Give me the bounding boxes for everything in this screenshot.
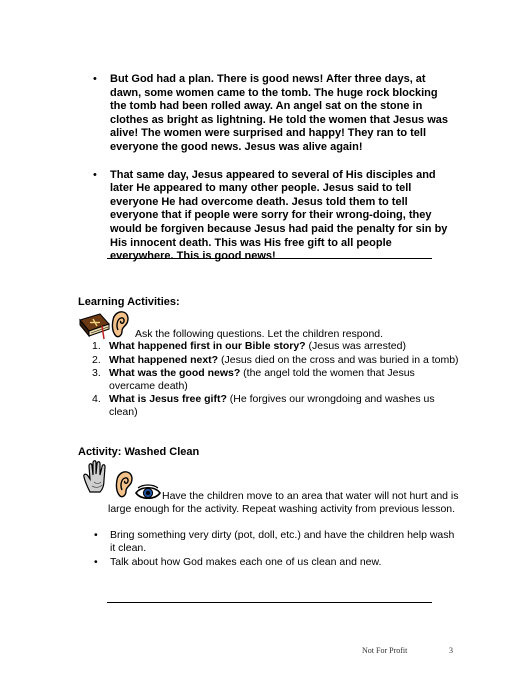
question-text: What was the good news? xyxy=(109,367,241,380)
activity-bullet-text: Talk about how God makes each one of us clean and new. xyxy=(110,556,382,569)
answer-text: (Jesus died on the cross and was buried in a tomb) xyxy=(218,353,459,366)
divider-line xyxy=(107,602,432,603)
question-number: 1. xyxy=(92,340,101,352)
ear-icon xyxy=(110,310,130,340)
question-text: What happened next? xyxy=(109,353,219,366)
question-item xyxy=(92,367,462,392)
learning-intro: Ask the following questions. Let the children respond. xyxy=(135,328,384,340)
answer-text: (He forgives our wrongdoing and washes us clean) xyxy=(109,393,435,418)
page-number: 3 xyxy=(449,646,453,655)
activity-bullet-list xyxy=(94,529,459,571)
question-item xyxy=(92,340,462,353)
story-bullet xyxy=(93,169,455,264)
hand-icon xyxy=(82,460,112,494)
answer-text: (Jesus was arrested) xyxy=(305,340,406,352)
question-list xyxy=(92,340,462,420)
activity-intro: Have the children move to an area that water will not hurt and is large enough for the activity. Repeat washing activity from previous lesson. xyxy=(108,490,459,515)
question-text: What happened first in our Bible story? xyxy=(109,340,306,352)
question-number: 2. xyxy=(92,353,101,366)
answer-text: (the angel told the women that Jesus overcame death) xyxy=(109,367,415,392)
activity-heading: Activity: Washed Clean xyxy=(78,446,200,458)
footer-text: Not For Profit xyxy=(362,646,408,655)
question-number: 4. xyxy=(92,393,101,406)
story-bullet-text: But God had a plan. There is good news! After three days, at dawn, some women came to the tomb. The huge rock blocking the tomb had been rolled away. An angel sat on the stone in clothes as bright as lightning. He told the women that Jesus was alive! The women were surprised and happy! They ran to tell everyone the good news. Jesus was alive again! xyxy=(110,73,448,153)
bullet-dot: • xyxy=(93,73,97,85)
story-bullet-list xyxy=(93,73,455,264)
activity-bullet-text: Bring something very dirty (pot, doll, etc.) and have the children help wash it clean. xyxy=(110,529,455,554)
activity-bullet xyxy=(94,529,459,554)
question-text: What is Jesus free gift? xyxy=(109,393,227,406)
bullet-dot: • xyxy=(94,556,98,569)
question-item xyxy=(92,393,462,418)
question-item xyxy=(92,354,462,367)
bullet-dot: • xyxy=(94,529,98,541)
activity-bullet xyxy=(94,556,459,569)
bible-icon xyxy=(78,310,112,340)
learning-activities-heading: Learning Activities: xyxy=(78,296,180,308)
question-number: 3. xyxy=(92,367,101,380)
story-bullet-text: That same day, Jesus appeared to several of His disciples and later He appeared to many other people. Jesus said to tell everyone He had overcome death. Jesus told them to tell everyone that if people were sorry for their wrong-doing, they would be forgiven because Jesus had paid the penalty for sin by His innocent death. This was His free gift to all people everywhere. This is good news! xyxy=(110,168,448,263)
story-bullet xyxy=(93,73,455,155)
bullet-dot: • xyxy=(93,168,97,181)
divider-line xyxy=(107,258,432,259)
